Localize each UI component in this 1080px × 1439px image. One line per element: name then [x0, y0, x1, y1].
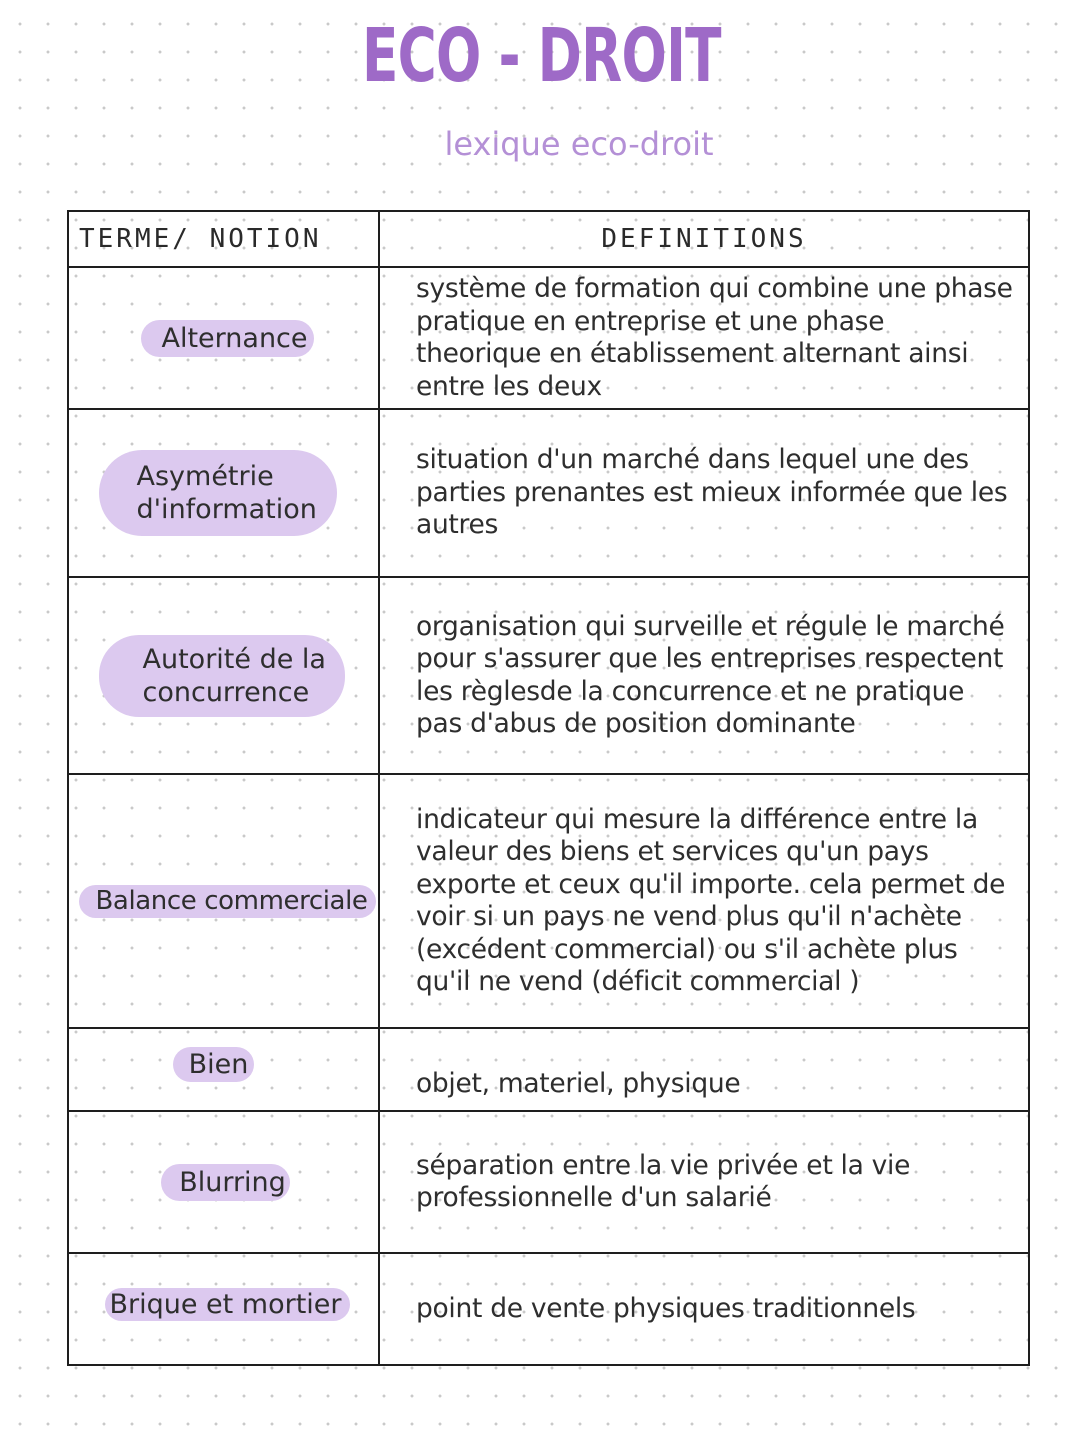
page-title: ECO - DROIT: [361, 13, 721, 99]
term-label: Bien: [173, 1047, 255, 1082]
table-row: [68, 409, 1029, 577]
definition-cell: système de formation qui combine une phase pratique en entreprise et une phase theorique en établissement alternant ainsi entre les deux: [379, 267, 1029, 409]
term-label: Brique et mortier: [105, 1288, 349, 1321]
definition-cell: indicateur qui mesure la différence entre la valeur des biens et services qu'un pays exporte et ceux qu'il importe. cela permet de voir si un pays ne vend plus qu'il n'achète (excédent commercial) ou s'il achète plus qu'il ne vend (déficit commercial ): [379, 774, 1029, 1028]
definition-cell: objet, materiel, physique: [379, 1028, 1029, 1111]
table-header-row: [68, 211, 1029, 267]
definition-cell: situation d'un marché dans lequel une des parties prenantes est mieux informée que les autres: [379, 409, 1029, 577]
term-cell: [68, 267, 379, 409]
column-header-definition: DEFINITIONS: [379, 211, 1029, 267]
term-cell: [68, 1253, 379, 1365]
column-header-term: TERME/ NOTION: [68, 211, 379, 267]
term-label: Alternance: [141, 320, 313, 357]
table-row: [68, 1028, 1029, 1111]
term-cell: [68, 1028, 379, 1111]
term-label: Autorité de la concurrence: [99, 635, 345, 717]
term-cell: [68, 409, 379, 577]
term-label: Balance commerciale: [79, 885, 375, 918]
definition-cell: point de vente physiques traditionnels: [379, 1253, 1029, 1365]
table-row: [68, 267, 1029, 409]
term-label: Blurring: [161, 1164, 290, 1201]
term-cell: [68, 774, 379, 1028]
definition-cell: séparation entre la vie privée et la vie professionnelle d'un salarié: [379, 1111, 1029, 1253]
table-row: [68, 577, 1029, 774]
table-row: [68, 1111, 1029, 1253]
term-cell: [68, 1111, 379, 1253]
table-row: [68, 774, 1029, 1028]
definition-cell: organisation qui surveille et régule le marché pour s'assurer que les entreprises respectent les règlesde la concurrence et ne pratique pas d'abus de position dominante: [379, 577, 1029, 774]
page-subtitle: [0, 122, 1080, 166]
term-label: Asymétrie d'information: [99, 450, 337, 536]
lexicon-table: [67, 210, 1030, 1366]
table-row: [68, 1253, 1029, 1365]
term-cell: [68, 577, 379, 774]
subtitle-text: lexique eco-droit: [444, 125, 714, 163]
